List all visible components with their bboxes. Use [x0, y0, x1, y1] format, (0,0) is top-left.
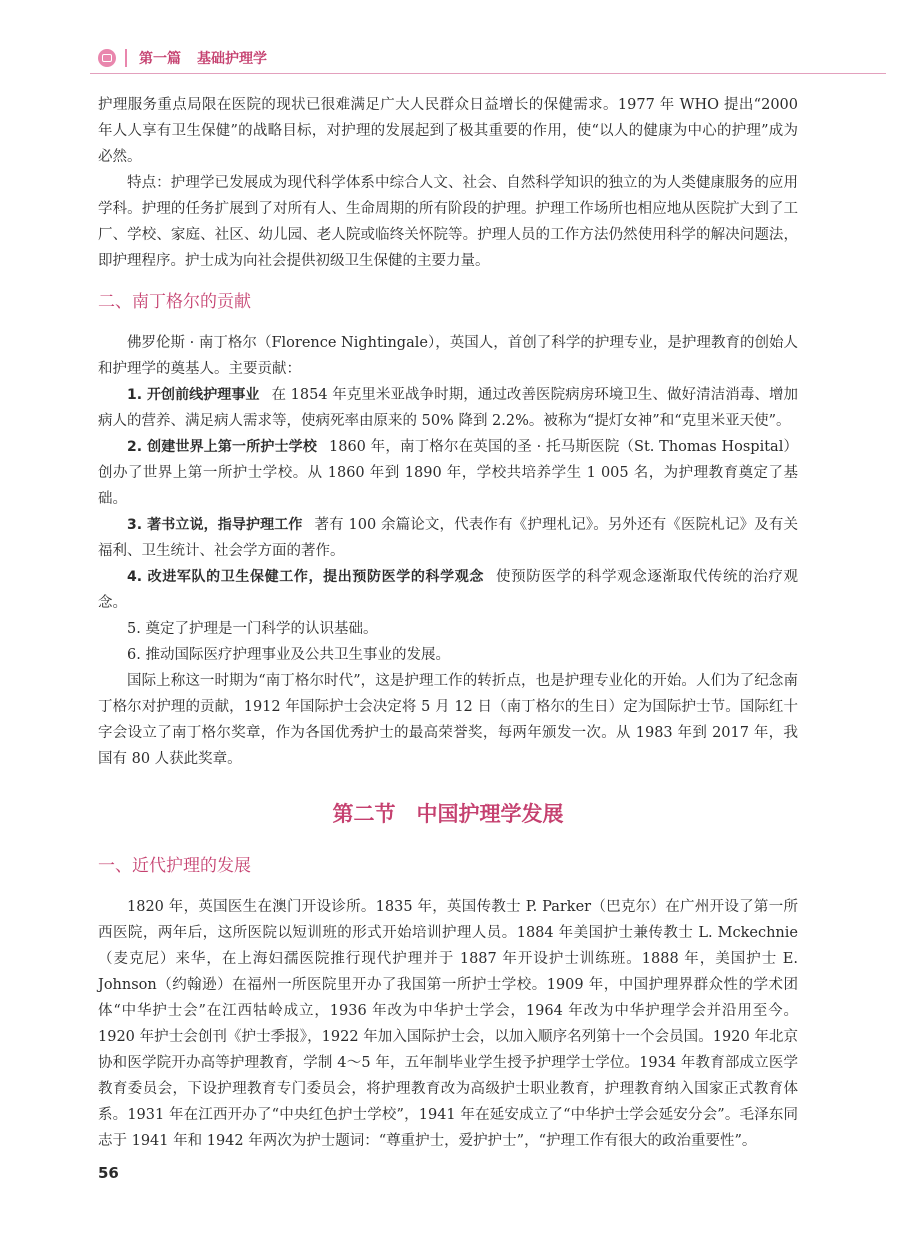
- paragraph-features: 特点：护理学已发展成为现代科学体系中综合人文、社会、自然科学知识的独立的为人类健康服务的应用学科。护理的任务扩展到了对所有人、生命周期的所有阶段的护理。护理工作场所也相应地从医院扩大到了工厂、学校、家庭、社区、幼儿园、老人院或临终关怀院等。护理人员的工作方法仍然使用科学的解决问题法，即护理程序。护士成为向社会提供初级卫生保健的主要力量。: [98, 175, 798, 269]
- contribution-item: [98, 434, 798, 512]
- page-body: [98, 92, 798, 1154]
- contribution-text: 在 1854 年克里米亚战争时期，通过改善医院病房环境卫生、做好清洁消毒、增加病人的营养、满足病人需求等，使病死率由原来的 50% 降到 2.2%。被称为“提灯女神”和“克里米亚天使”。: [98, 387, 798, 429]
- paragraph-nightingale-intro: 佛罗伦斯 · 南丁格尔（Florence Nightingale），英国人，首创了科学的护理专业，是护理教育的创始人和护理学的奠基人。主要贡献：: [98, 335, 798, 377]
- contribution-text: 1860 年，南丁格尔在英国的圣 · 托马斯医院（St. Thomas Hospital）创办了世界上第一所护士学校。从 1860 年到 1890 年，学校共培养学生 1 005 名，为护理教育奠定了基础。: [98, 439, 798, 507]
- contribution-title: 3. 著书立说，指导护理工作: [127, 517, 303, 533]
- page-number: 56: [98, 1164, 119, 1182]
- running-header: [98, 47, 267, 69]
- contribution-title: 4. 改进军队的卫生保健工作，提出预防医学的科学观念: [127, 569, 485, 585]
- contribution-item: [98, 564, 798, 616]
- header-part: 第一篇: [139, 51, 181, 67]
- paragraph-nightingale-era: 国际上称这一时期为“南丁格尔时代”，这是护理工作的转折点，也是护理专业化的开始。人们为了纪念南丁格尔对护理的贡献，1912 年国际护士会决定将 5 月 12 日（南丁格尔的生日）定为国际护士节。国际红十字会设立了南丁格尔奖章，作为各国优秀护士的最高荣誉奖，每两年颁发一次。从 1983 年到 2017 年，我国有 80 人获此奖章。: [98, 673, 798, 767]
- heading-modern-nursing: 一、近代护理的发展: [98, 856, 251, 876]
- section-title: 第二节 中国护理学发展: [332, 801, 564, 826]
- contribution-item: [98, 382, 798, 434]
- heading-nightingale: 二、南丁格尔的贡献: [98, 292, 251, 312]
- contribution-item: [98, 512, 798, 564]
- contribution-text: 使预防医学的科学观念逐渐取代传统的治疗观念。: [98, 569, 799, 611]
- contribution-item: 5. 奠定了护理是一门科学的认识基础。: [127, 621, 378, 637]
- contribution-title: 2. 创建世界上第一所护士学校: [127, 439, 317, 455]
- header-rule: [90, 73, 886, 74]
- contribution-title: 1. 开创前线护理事业: [127, 387, 260, 403]
- contribution-text: 著有 100 余篇论文，代表作有《护理札记》。另外还有《医院札记》及有关福利、卫生统计、社会学方面的著作。: [98, 517, 798, 559]
- paragraph-continuation: 护理服务重点局限在医院的现状已很难满足广大人民群众日益增长的保健需求。1977 年 WHO 提出“2000 年人人享有卫生保健”的战略目标，对护理的发展起到了极其重要的作用，使“以人的健康为中心的护理”成为必然。: [98, 97, 798, 165]
- paragraph-modern-nursing: 1820 年，英国医生在澳门开设诊所。1835 年，英国传教士 P. Parker（巴克尔）在广州开设了第一所西医院，两年后，这所医院以短训班的形式开始培训护理人员。1884 年美国护士兼传教士 L. Mckechnie（麦克尼）来华，在上海妇孺医院推行现代护理并于 1887 年开设护士训练班。1888 年，美国护士 E. Johnson（约翰逊）在福州一所医院里开办了我国第一所护士学校。1909 年，中国护理界群众性的学术团体“中华护士会”在江西牯岭成立，1936 年改为中华护士学会，1964 年改为中华护理学会并沿用至今。1920 年护士会创刊《护士季报》，1922 年加入国际护士会，以加入顺序名列第十一个会员国。1920 年北京协和医学院开办高等护理教育，学制 4～5 年，五年制毕业学生授予护理学士学位。1934 年教育部成立医学教育委员会，下设护理教育专门委员会，将护理教育改为高级护士职业教育，护理教育纳入国家正式教育体系。1931 年在江西开办了“中央红色护士学校”，1941 年在延安成立了“中华护士学会延安分会”。毛泽东同志于 1941 年和 1942 年两次为护士题词：“尊重护士，爱护护士”，“护理工作有很大的政治重要性”。: [98, 899, 798, 1149]
- header-divider: [125, 49, 127, 67]
- book-icon: [98, 49, 116, 67]
- contribution-item: 6. 推动国际医疗护理事业及公共卫生事业的发展。: [127, 647, 450, 663]
- header-title: 基础护理学: [197, 51, 267, 67]
